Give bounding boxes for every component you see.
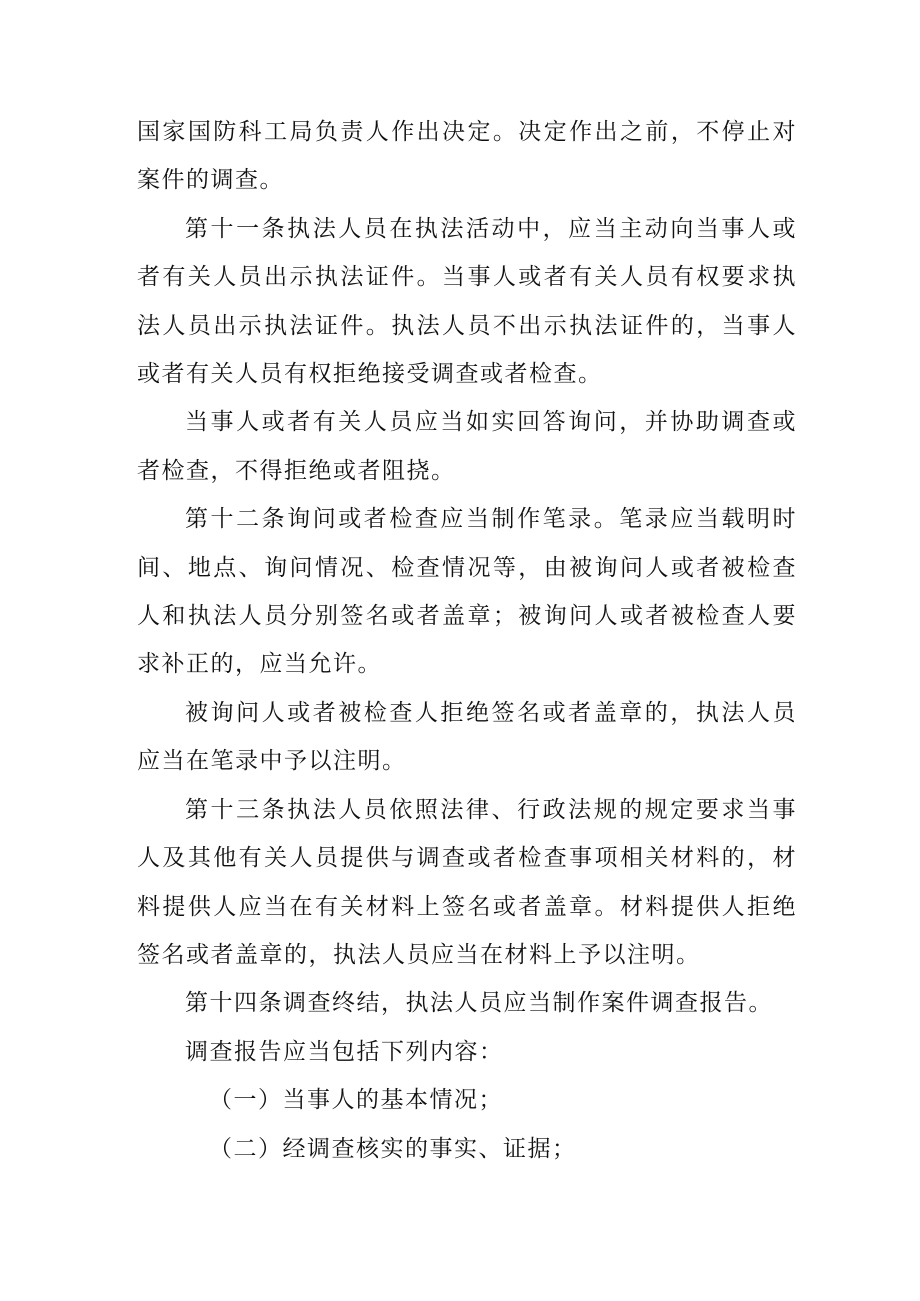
paragraph-article-12-refusal: 被询问人或者被检查人拒绝签名或者盖章的，执法人员应当在笔录中予以注明。 bbox=[137, 699, 797, 775]
paragraph-article-12: 第十二条询问或者检查应当制作笔录。笔录应当载明时间、地点、询问情况、检查情况等，由被询问人或者被检查人和执法人员分别签名或者盖章；被询问人或者被检查人要求补正的，应当允许。 bbox=[137, 506, 797, 678]
document-body bbox=[137, 108, 797, 1173]
list-item-facts-evidence: （二）经调查核实的事实、证据； bbox=[209, 1135, 577, 1162]
paragraph-report-contents: 调查报告应当包括下列内容： bbox=[185, 1038, 504, 1065]
list-item-basic-info: （一）当事人的基本情况； bbox=[209, 1087, 503, 1114]
paragraph-article-14: 第十四条调查终结，执法人员应当制作案件调查报告。 bbox=[185, 990, 773, 1017]
paragraph-article-13: 第十三条执法人员依照法律、行政法规的规定要求当事人及其他有关人员提供与调查或者检查事项相关材料的，材料提供人应当在有关材料上签名或者盖章。材料提供人拒绝签名或者盖章的，执法人员应当在材料上予以注明。 bbox=[137, 796, 797, 968]
paragraph-continuation: 国家国防科工局负责人作出决定。决定作出之前，不停止对案件的调查。 bbox=[137, 119, 797, 194]
paragraph-article-11: 第十一条执法人员在执法活动中，应当主动向当事人或者有关人员出示执法证件。当事人或者有关人员有权要求执法人员出示执法证件。执法人员不出示执法证件的，当事人或者有关人员有权拒绝接受调查或者检查。 bbox=[137, 215, 797, 388]
paragraph-article-11-cooperation: 当事人或者有关人员应当如实回答询问，并协助调查或者检查，不得拒绝或者阻挠。 bbox=[137, 409, 797, 484]
